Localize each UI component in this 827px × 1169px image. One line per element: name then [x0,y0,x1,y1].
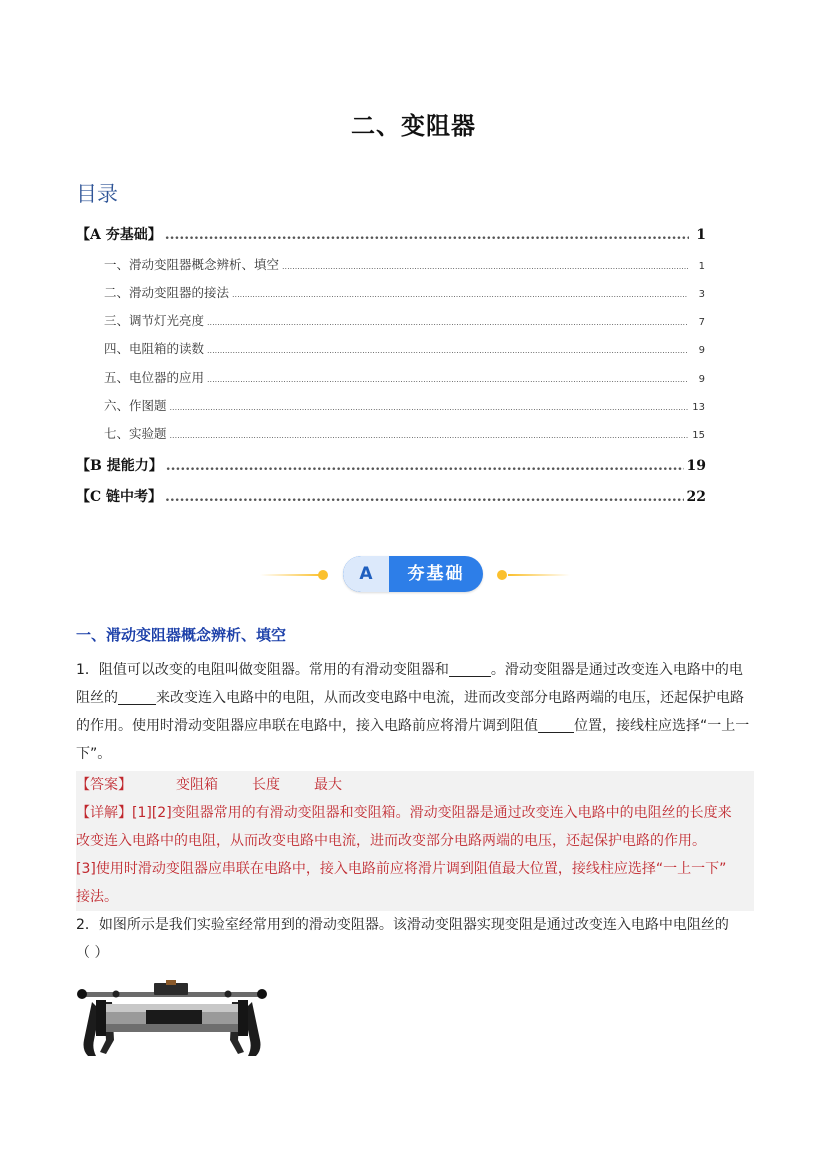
toc-leader [282,262,688,271]
toc-leader [166,458,684,474]
question-1-text: 来改变连入电路中的电阻，从而改变电路中电流，进而改变部分电路两端的电压，还起保护电路的作用。使用时滑动变阻器应串联在电路中，接入电路前应将滑片调到阻值 [76,690,744,734]
toc-subentry-label: 五、电位器的应用 [104,370,205,385]
rheostat-end-plate-right [238,1000,248,1036]
toc-leader [170,403,688,412]
detail-label: 【详解】 [76,805,132,821]
toc-subentry-label: 三、调节灯光亮度 [104,313,205,328]
toc-page-number: 22 [686,489,706,505]
toc-entry-a[interactable] [76,224,706,244]
toc-leader [207,375,688,384]
banner-pill [343,556,483,592]
answer-box [76,771,754,911]
answer-blank [118,688,156,705]
toc-entry-label: 【A 夯基础】 [76,227,162,243]
toc-leader [170,431,688,440]
toc-subentry-4[interactable] [104,339,705,357]
toc-entry-label: 【C 链中考】 [76,489,163,505]
question-1 [76,656,754,768]
toc-subentry-6[interactable] [104,396,705,414]
toc-page-number: 15 [692,430,705,441]
banner-line-right [508,574,570,576]
detail-line: [3]使用时滑动变阻器应串联在电路中，接入电路前应将滑片调到阻值最大位置，接线柱应选择“一上一下” [76,861,727,877]
answer-line [76,771,754,799]
toc-leader [165,489,683,505]
toc-entry-c[interactable] [76,486,706,506]
detail-line: 改变连入电路中的电阻，从而改变电路中电流，进而改变部分电路两端的电压，还起保护电路的作用。 [76,833,706,849]
answer-blank [538,716,574,733]
question-2-options: （ ） [76,945,109,961]
toc-page-number: 9 [698,345,705,356]
detail-line: 接法。 [76,889,118,905]
banner-dot-left [318,570,328,580]
rheostat-image [76,980,268,1060]
banner-letter: A [343,556,389,592]
question-1-text: 1．阻值可以改变的电阻叫做变阻器。常用的有滑动变阻器和 [76,662,449,678]
banner-text: 夯基础 [407,564,465,584]
question-1-text: 。滑动变阻器是通过改变连入电路中的电阻丝的 [76,662,743,706]
toc-subentry-1[interactable] [104,255,705,273]
answer-value: 变阻箱 [176,777,218,793]
answer-label: 【答案】 [76,777,132,793]
toc-subentry-label: 四、电阻箱的读数 [104,341,205,356]
answer-value: 长度 [252,777,280,793]
banner-dot-right [497,570,507,580]
toc-entry-b[interactable] [76,455,706,475]
rheostat-slider-knob [166,980,176,985]
detail-text: [1][2]变阻器常用的有滑动变阻器和变阻箱。滑动变阻器是通过改变连入电路中的电阻丝的长度来 [132,805,732,821]
toc-page-number: 7 [698,317,705,328]
toc-leader [232,290,688,299]
toc-leader [165,227,689,243]
toc-page-number: 19 [686,458,706,474]
toc-subentry-label: 七、实验题 [104,426,167,441]
rheostat-terminal-right [257,989,267,999]
question-1-text: 位置，接线柱应选择“一上一下”。 [76,718,750,762]
toc-page-number: 13 [692,402,705,413]
rheostat-terminal-top-left [113,991,120,998]
rheostat-end-plate-left [96,1000,106,1036]
toc-entry-label: 【B 提能力】 [76,458,163,474]
detail-line [76,799,754,827]
rheostat-terminal-top-right [225,991,232,998]
section-banner [260,555,570,595]
toc-subentry-label: 六、作图题 [104,398,167,413]
toc-heading: 目录 [76,182,118,206]
toc-page-number: 1 [696,227,706,243]
toc-subentry-7[interactable] [104,424,705,442]
toc-leader [207,346,688,355]
toc-page-number: 9 [698,374,705,385]
banner-line-left [260,574,322,576]
toc-subentry-label: 一、滑动变阻器概念辨析、填空 [104,257,280,272]
question-2-text: 2．如图所示是我们实验室经常用到的滑动变阻器。该滑动变阻器实现变阻是通过改变连入电路中电阻丝的 [76,917,729,933]
toc-leader [207,318,688,327]
toc-subentry-3[interactable] [104,311,705,329]
section-heading: 一、滑动变阻器概念辨析、填空 [76,626,287,644]
rheostat-terminal-left [77,989,87,999]
toc-subentry-2[interactable] [104,283,705,301]
question-2 [76,911,754,967]
toc-page-number: 1 [698,261,705,272]
toc-page-number: 3 [698,289,705,300]
rheostat-label-band [146,1010,202,1024]
toc-subentry-5[interactable] [104,368,705,386]
answer-blank [449,660,491,677]
toc-subentry-label: 二、滑动变阻器的接法 [104,285,230,300]
rheostat-coil-shadow [98,1024,246,1032]
page-title: 二、变阻器 [351,112,476,140]
answer-value: 最大 [314,777,342,793]
